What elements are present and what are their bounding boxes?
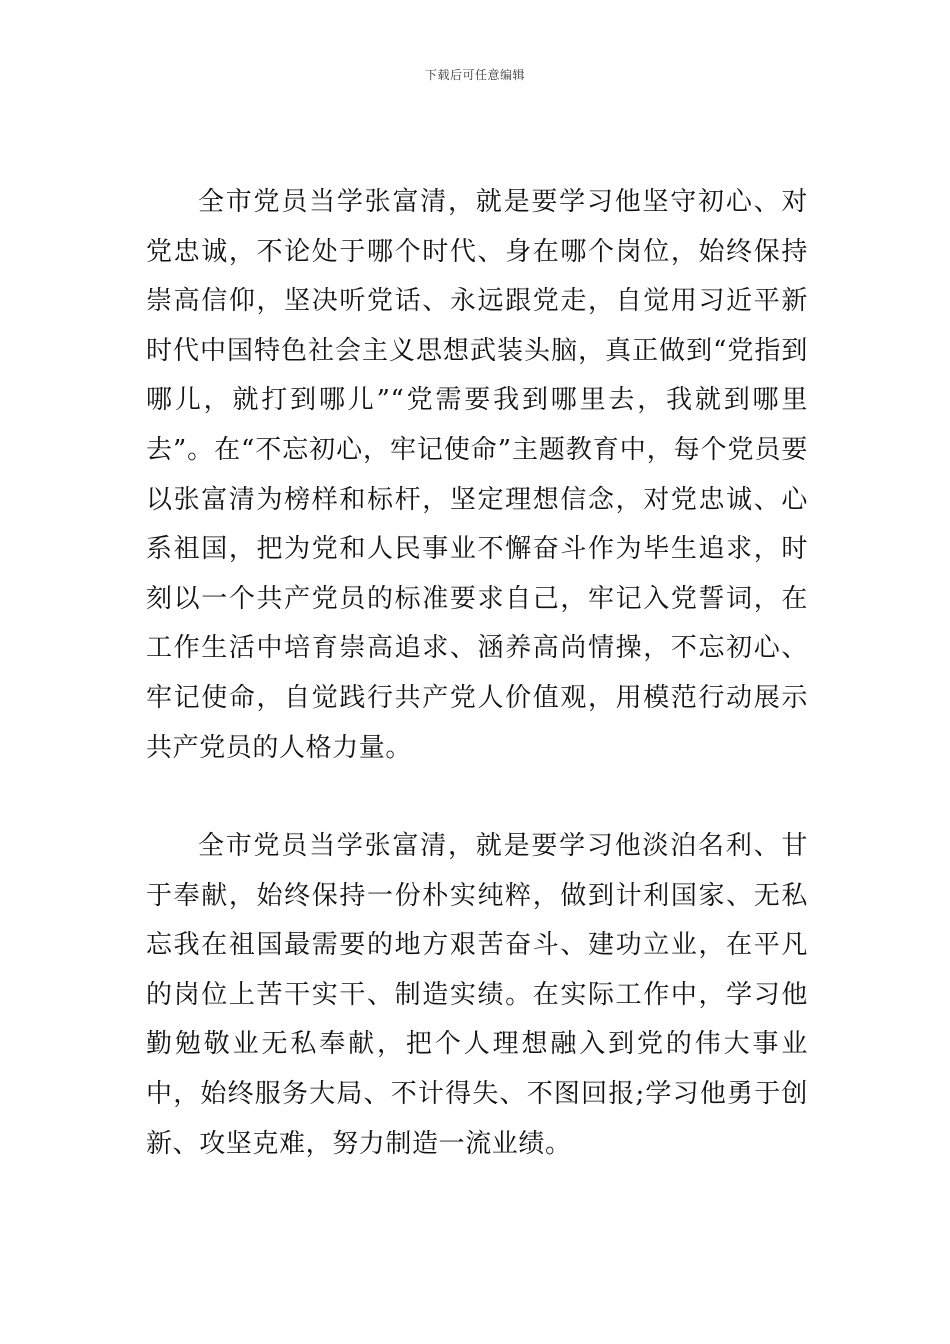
body-paragraph: 全市党员当学张富清，就是要学习他淡泊名利、甘于奉献，始终保持一份朴实纯粹，做到计利国家、无私忘我在祖国最需要的地方艰苦奋斗、建功立业，在平凡的岗位上苦干实干、制造实绩。在实际工作中，学习他勤勉敬业无私奉献，把个人理想融入到党的伟大事业中，始终服务大局、不计得失、不图回报;学习他勇于创新、攻坚克难，努力制造一流业绩。 [146, 831, 808, 1159]
page-header-note: 下载后可任意编辑 [424, 68, 525, 82]
body-paragraph: 全市党员当学张富清，就是要学习他坚守初心、对党忠诚，不论处于哪个时代、身在哪个岗位，始终保持崇高信仰，坚决听党话、永远跟党走，自觉用习近平新时代中国特色社会主义思想武装头脑，真正做到“党指到哪儿，就打到哪儿”“党需要我到哪里去，我就到哪里去”。在“不忘初心，牢记使命”主题教育中，每个党员要以张富清为榜样和标杆，坚定理想信念，对党忠诚、心系祖国，把为党和人民事业不懈奋斗作为毕生追求，时刻以一个共产党员的标准要求自己，牢记入党誓词，在工作生活中培育崇高追求、涵养高尚情操，不忘初心、牢记使命，自觉践行共产党人价值观，用模范行动展示共产党员的人格力量。 [146, 187, 808, 763]
paragraph-block-2 [146, 822, 808, 1169]
paragraph-block-1 [146, 178, 808, 773]
